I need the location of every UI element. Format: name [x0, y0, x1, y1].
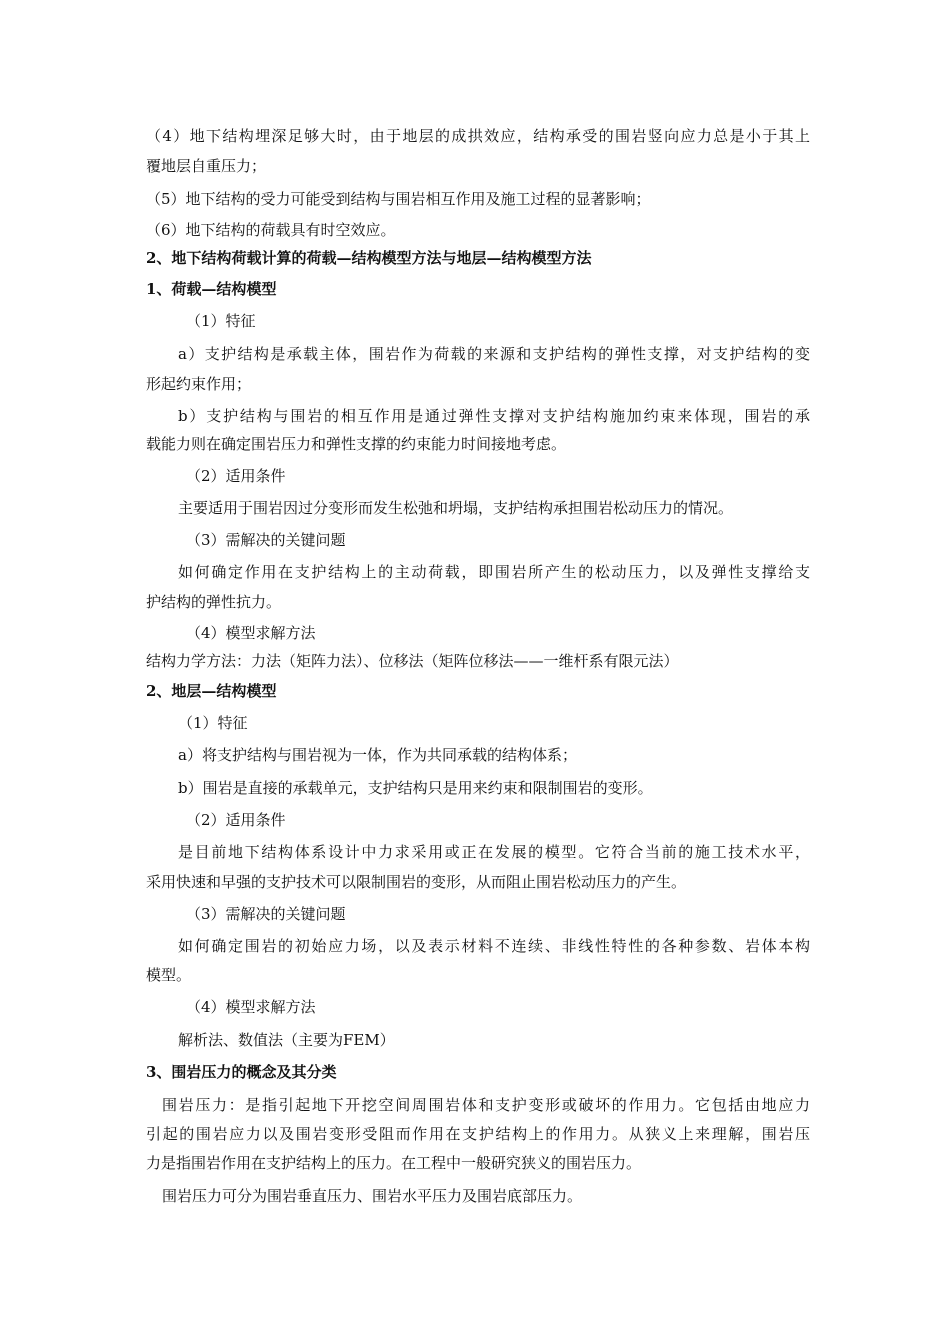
- load-feature-a-line1: a）支护结构是承载主体，围岩作为荷载的来源和支护结构的弹性支撑，对支护结构的变: [178, 345, 810, 363]
- ground-feature-b: b）围岩是直接的承载单元，支护结构只是用来约束和限制围岩的变形。: [178, 779, 653, 797]
- subsection-ground-structure-heading: 2、地层—结构模型: [146, 682, 277, 700]
- load-key-title: （3）需解决的关键问题: [186, 531, 346, 549]
- item-4-line2: 覆地层自重压力；: [146, 157, 267, 175]
- ground-feature-title: （1）特征: [178, 714, 248, 732]
- ground-key-line1: 如何确定围岩的初始应力场，以及表示材料不连续、非线性特性的各种参数、岩体本构: [178, 937, 810, 955]
- pressure-def-line1: 围岩压力：是指引起地下开挖空间周围岩体和支护变形或破坏的作用力。它包括由地应力: [162, 1096, 810, 1114]
- load-key-line2: 护结构的弹性抗力。: [146, 593, 282, 611]
- subsection-load-structure-heading: 1、荷载—结构模型: [146, 280, 277, 298]
- load-method-text: 结构力学方法：力法（矩阵力法）、位移法（矩阵位移法——一维杆系有限元法）: [146, 652, 679, 670]
- ground-condition-line2: 采用快速和早强的支护技术可以限制围岩的变形，从而阻止围岩松动压力的产生。: [146, 873, 687, 891]
- ground-key-line2: 模型。: [146, 966, 192, 984]
- load-condition-title: （2）适用条件: [186, 467, 286, 485]
- ground-condition-line1: 是目前地下结构体系设计中力求采用或正在发展的模型。它符合当前的施工技术水平，: [178, 843, 810, 861]
- item-6: （6）地下结构的荷载具有时空效应。: [146, 221, 396, 239]
- pressure-def-line3: 力是指围岩作用在支护结构上的压力。在工程中一般研究狭义的围岩压力。: [146, 1154, 642, 1172]
- ground-key-title: （3）需解决的关键问题: [186, 905, 346, 923]
- load-method-title: （4）模型求解方法: [186, 624, 316, 642]
- load-key-line1: 如何确定作用在支护结构上的主动荷载，即围岩所产生的松动压力，以及弹性支撑给支: [178, 563, 810, 581]
- pressure-classes: 围岩压力可分为围岩垂直压力、围岩水平压力及围岩底部压力。: [162, 1187, 583, 1205]
- item-5: （5）地下结构的受力可能受到结构与围岩相互作用及施工过程的显著影响；: [146, 190, 651, 208]
- item-4-line1: （4）地下结构埋深足够大时，由于地层的成拱效应，结构承受的围岩竖向应力总是小于其上: [146, 127, 810, 145]
- load-feature-b-line2: 载能力则在确定围岩压力和弹性支撑的约束能力时间接地考虑。: [146, 435, 567, 453]
- load-feature-title: （1）特征: [186, 312, 256, 330]
- ground-feature-a: a）将支护结构与围岩视为一体，作为共同承载的结构体系；: [178, 746, 577, 764]
- ground-method-text: 解析法、数值法（主要为FEM）: [178, 1031, 395, 1049]
- load-feature-a-line2: 形起约束作用；: [146, 375, 252, 393]
- load-feature-b-line1: b）支护结构与围岩的相互作用是通过弹性支撑对支护结构施加约束来体现，围岩的承: [178, 407, 810, 425]
- section-2-heading: 2、地下结构荷载计算的荷载—结构模型方法与地层—结构模型方法: [146, 249, 592, 267]
- pressure-def-line2: 引起的围岩应力以及围岩变形受阻而作用在支护结构上的作用力。从狭义上来理解，围岩压: [146, 1125, 810, 1143]
- load-condition-text: 主要适用于围岩因过分变形而发生松弛和坍塌，支护结构承担围岩松动压力的情况。: [178, 499, 734, 517]
- section-3-heading: 3、围岩压力的概念及其分类: [146, 1063, 337, 1081]
- ground-condition-title: （2）适用条件: [186, 811, 286, 829]
- ground-method-title: （4）模型求解方法: [186, 998, 316, 1016]
